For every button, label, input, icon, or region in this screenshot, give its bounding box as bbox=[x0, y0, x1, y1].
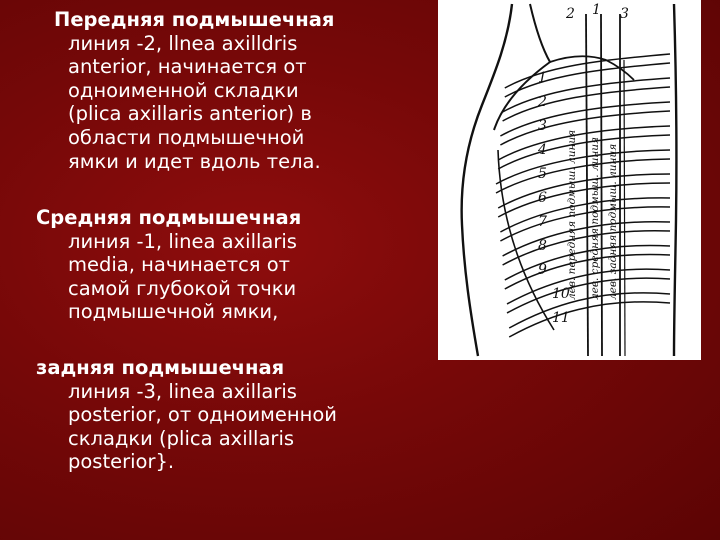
rib-edge bbox=[498, 183, 670, 217]
thorax-diagram bbox=[438, 0, 701, 360]
paragraph-line: media, начинается от bbox=[68, 253, 291, 277]
arm-outline bbox=[494, 4, 550, 130]
ribs-group bbox=[496, 54, 670, 337]
rib-number: 2 bbox=[538, 94, 547, 110]
rib-edge bbox=[500, 207, 670, 241]
paragraph-line: одноименной складки bbox=[68, 78, 299, 102]
paragraph-line: линия -1, linea axillaris bbox=[68, 229, 297, 253]
anterior-axillary-line-paragraph bbox=[54, 8, 334, 173]
rib-number: 6 bbox=[538, 190, 547, 206]
rib-edge bbox=[505, 54, 670, 88]
rib-edge bbox=[496, 150, 670, 184]
rib-edge bbox=[500, 111, 670, 145]
rib-number: 10 bbox=[552, 286, 570, 302]
paragraph-heading: задняя подмышечная bbox=[36, 356, 285, 379]
rib-number: 1 bbox=[538, 70, 547, 86]
rib-number: 3 bbox=[538, 118, 547, 134]
middle-axillary-line-paragraph bbox=[36, 206, 301, 324]
paragraph-line: posterior}. bbox=[68, 450, 175, 474]
paragraph-line: области подмышечной bbox=[68, 125, 305, 149]
paragraph-line: anterior, начинается от bbox=[68, 55, 307, 79]
posterior-axillary-line-2 bbox=[624, 60, 625, 356]
anterior-axillary-line bbox=[586, 14, 588, 356]
rib-edge bbox=[498, 135, 670, 169]
paragraph-line: самой глубокой точки bbox=[68, 276, 297, 300]
line-number-2: 2 bbox=[566, 6, 575, 22]
paragraph-line: линия -2, llnea axilldris bbox=[68, 31, 298, 55]
rib-edge bbox=[498, 174, 670, 208]
paragraph-line: складки (plica axillaris bbox=[68, 426, 295, 450]
paragraph-heading: Передняя подмышечная bbox=[54, 8, 335, 31]
line-number-1: 1 bbox=[592, 2, 601, 18]
posterior-line-label: лев. задняя подмыш. линия bbox=[607, 143, 619, 300]
middle-axillary-line bbox=[601, 14, 602, 356]
rib-number: 9 bbox=[538, 262, 547, 278]
rib-number: 5 bbox=[538, 166, 547, 182]
paragraph-line: ямки и идет вдоль тела. bbox=[68, 149, 321, 173]
paragraph-line: линия -3, linea axillaris bbox=[68, 379, 297, 403]
posterior-axillary-line-paragraph bbox=[36, 356, 337, 474]
anterior-line-label: лев. передняя подмыш. линия bbox=[566, 129, 578, 300]
rib-number: 11 bbox=[552, 310, 570, 326]
rib-edge bbox=[500, 198, 670, 232]
paragraph-line: posterior, от одноименной bbox=[68, 403, 337, 427]
rib-edge bbox=[509, 302, 670, 337]
thorax-drawing bbox=[438, 0, 701, 360]
line-number-3: 3 bbox=[620, 6, 629, 22]
paragraph-line: (plica axillaris anterior) в bbox=[68, 102, 312, 126]
rib-number: 8 bbox=[538, 238, 547, 254]
rib-number: 4 bbox=[538, 142, 547, 158]
body-outline-right bbox=[674, 4, 676, 356]
middle-line-label: лев. средняя подмыш. линия bbox=[589, 136, 601, 300]
rib-edge bbox=[496, 159, 670, 193]
paragraph-line: подмышечной ямки, bbox=[68, 300, 279, 324]
paragraph-heading: Средняя подмышечная bbox=[36, 206, 302, 229]
rib-number: 7 bbox=[538, 214, 547, 230]
